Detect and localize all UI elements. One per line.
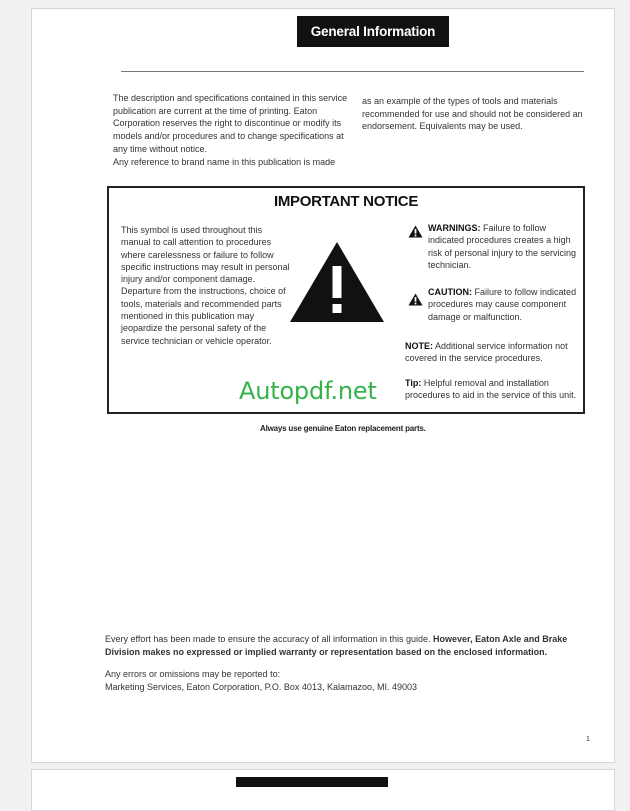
intro-left-paragraph: [113, 92, 353, 168]
intro-right-paragraph: [362, 95, 602, 133]
errors-text: Any errors or omissions may be reported to:: [105, 669, 281, 679]
errors-report: [105, 668, 585, 694]
page-number: 1: [586, 736, 590, 743]
note-label: NOTE:: [405, 341, 433, 351]
caution-item: [428, 286, 584, 323]
accuracy-disclaimer: [105, 633, 585, 659]
next-page-preview: [31, 769, 615, 811]
notice-left-text: This symbol is used throughout this manual to call attention to procedures where carelessness or failure to follow specific instructions may result in personal injury and/or component damage. Departure from the instructions, choice of tools, materials and recommended parts mentioned in this publication may jeopardize the personal safety of the service technician or vehicle operator.: [121, 225, 290, 346]
intro-right-text: as an example of the types of tools and materials recommended for use and should not be considered an endorsement. Equivalents may be used.: [362, 96, 583, 132]
next-page-tab: [236, 777, 388, 787]
notice-title: IMPORTANT NOTICE: [273, 193, 419, 210]
note-text: Additional service information not covered in the service procedures.: [405, 341, 568, 364]
tip-label: Tip:: [405, 378, 422, 388]
watermark: Autopdf.net: [239, 377, 377, 405]
document-page: [31, 8, 615, 763]
accuracy-bold-text: However, Eaton Axle and Brake Division makes no expressed or implied warranty or representation based on the enclosed information.: [105, 634, 568, 657]
warnings-text: Failure to follow indicated procedures creates a high risk of personal injury to the servicing technician.: [428, 223, 577, 270]
notice-symbol-description: [121, 224, 293, 347]
section-title: General Information: [310, 24, 436, 39]
warnings-label: WARNINGS:: [428, 223, 481, 233]
section-title-tab: [297, 16, 449, 47]
tip-text: Helpful removal and installation procedures to aid in the service of this unit.: [405, 378, 577, 401]
tip-item: [405, 377, 585, 402]
note-item: [405, 340, 585, 365]
caution-text: Failure to follow indicated procedures may cause component damage or malfunction.: [428, 287, 577, 322]
warnings-item: [428, 222, 584, 271]
mailing-address: Marketing Services, Eaton Corporation, P.O. Box 4013, Kalamazoo, MI. 49003: [105, 681, 418, 692]
warning-small-icon: [408, 225, 423, 238]
header-rule: [121, 71, 584, 72]
warning-triangle-icon: [288, 240, 386, 324]
accuracy-text: Every effort has been made to ensure the accuracy of all information in this guide.: [105, 634, 431, 644]
caution-small-icon: [408, 293, 423, 306]
genuine-parts-notice: Always use genuine Eaton replacement parts.: [260, 424, 426, 433]
intro-left-text: The description and specifications contained in this service publication are current at the time of printing. Eaton Corporation reserves the right to discontinue or modify its models and/or procedures and to change specifications at any time without notice. Any reference to brand name in this publication is made: [113, 93, 348, 167]
caution-label: CAUTION:: [428, 287, 472, 297]
